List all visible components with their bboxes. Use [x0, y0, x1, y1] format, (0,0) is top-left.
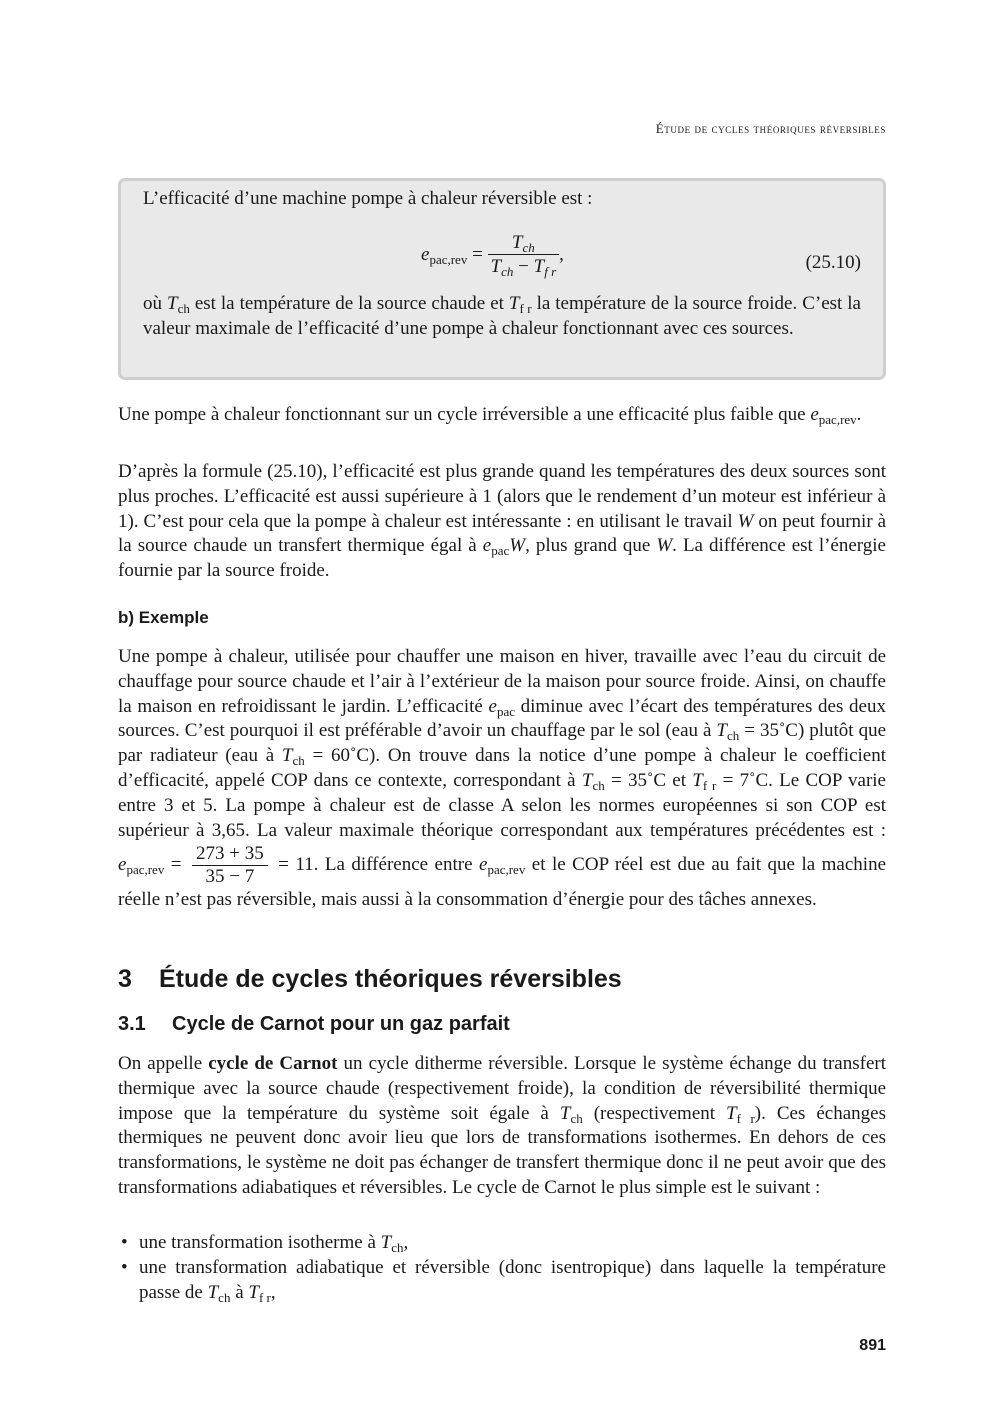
b2c: , — [270, 1281, 276, 1303]
subsection-heading — [118, 1013, 886, 1036]
para2-d: . La différence est l’énergie fournie par la source froide. — [118, 535, 886, 582]
para1-sub: pac,rev — [818, 412, 857, 427]
ex-T1: T — [716, 720, 727, 742]
paragraph-irreversible — [118, 403, 886, 428]
carnot-c: (respectivement — [582, 1102, 727, 1124]
para2-a: D’après la formule (25.10), l’efficacité est plus grande quand les températures des deux sources sont plus proches. L’efficacité est aussi supérieure à 1 (alors que le rendement d’un moteur est inférieur à 1). C’est pour cela que la pompe à chaleur est intéressante : en utilisant le travail — [118, 461, 886, 532]
cop-frac-den: 35 − 7 — [205, 866, 255, 888]
paragraph-formula-text — [118, 460, 886, 584]
cop-fraction — [192, 843, 268, 888]
ex-ch2: ch — [292, 753, 305, 769]
ex-T4: T — [692, 769, 703, 791]
eq-denominator — [488, 255, 560, 279]
ex-d: ). On trouve dans la notice d’une pompe à chaleur le coefficient d’efficacité, appelé COP dans ce contexte, correspondant à — [118, 745, 887, 791]
b2-T2: T — [248, 1281, 259, 1303]
ex-e3: e — [479, 854, 488, 876]
para2-b: on peut fournir à la source chaude un transfert thermique égal à — [118, 510, 886, 557]
ex-pacrev2: pac,rev — [487, 862, 526, 878]
b1b: , — [403, 1232, 409, 1253]
page-number: 891 — [859, 1337, 886, 1354]
bullet-list-items — [118, 1231, 886, 1305]
box-intro: L’efficacité d’une machine pompe à chaleur réversible est : — [143, 188, 593, 209]
where-2: est la température de la source chaude et — [189, 292, 509, 314]
ex-a: Une pompe à chaleur, utilisée pour chauffer une maison en hiver, travaille avec l’eau du circuit de chauffage pour source chaude et l’air à l’extérieur de la maison pour source froide. Ainsi, on chauffe la maison en refroidissant le jardin. L’efficacité — [118, 646, 886, 717]
list-item — [118, 1256, 886, 1306]
eq-num-symbol: T — [511, 231, 523, 253]
list-item — [118, 1231, 886, 1256]
eq-minus: − — [518, 255, 529, 277]
ex-e2: e — [118, 854, 127, 876]
eq-comma: , — [559, 243, 564, 265]
where-ch: ch — [177, 300, 190, 316]
ex-pacrev1: pac,rev — [126, 862, 165, 878]
eq-den-a-symbol: T — [490, 255, 502, 277]
para1-sym: e — [810, 404, 819, 425]
ex-esub: pac — [496, 703, 515, 719]
cop-frac-num: 273 + 35 — [192, 843, 268, 866]
ex-T2: T — [281, 745, 293, 767]
running-title: Étude de cycles théoriques réversibles — [655, 121, 886, 136]
b2-fr: f r — [258, 1289, 271, 1305]
carnot-bold-term: cycle de Carnot — [208, 1053, 338, 1074]
carnot-ch: ch — [570, 1110, 583, 1126]
ex-ch1: ch — [727, 728, 740, 744]
eq-den-b-symbol: T — [533, 255, 545, 277]
para2-esub: pac — [491, 543, 510, 559]
definition-box — [118, 178, 886, 380]
ex-b: diminue avec l’écart des températures des deux sources. C’est pourquoi il est préférable d’avoir un chauffage par le sol (eau à — [118, 695, 886, 742]
para2-c: , plus grand que — [525, 535, 657, 557]
ex-eqsign: = — [164, 854, 188, 876]
b2-T1: T — [207, 1281, 219, 1303]
ex-T3: T — [581, 769, 593, 791]
ex-t7: = 7˚C — [716, 769, 769, 791]
equation-number: (25.10) — [805, 251, 861, 273]
ex-c: ) plutôt que par radiateur (eau à — [118, 720, 886, 767]
eq-fraction — [488, 232, 560, 279]
eq-den-a-sub: ch — [501, 263, 514, 279]
b2-ch: ch — [218, 1289, 231, 1305]
eq-numerator — [488, 232, 560, 255]
para1-end: . — [856, 404, 862, 425]
equation-25-10 — [143, 212, 861, 292]
where-fr: f r — [519, 300, 532, 316]
ex-et: et — [666, 769, 693, 791]
ex-h: et le COP réel est due au fait que la machine réelle n’est pas réversible, mais aussi à la consommation d’énergie pour des tâches annexes. — [118, 854, 887, 911]
b1-T: T — [380, 1232, 392, 1253]
para1-text: Une pompe à chaleur fonctionnant sur un cycle irréversible a une efficacité plus faible que — [118, 404, 811, 425]
paragraph-formula — [118, 460, 886, 584]
subsection-number: 3.1 — [118, 1013, 146, 1035]
carnot-b: un cycle ditherme réversible. Lorsque le système échange du transfert thermique avec la source chaude (respectivement froide), la condition de réversibilité thermique impose que la température du système soit égale à — [118, 1053, 887, 1124]
subheading-exemple: b) Exemple — [118, 608, 209, 627]
eq-equals: = — [472, 243, 483, 265]
paragraph-carnot-text — [118, 1052, 886, 1201]
paragraph-example-text — [118, 645, 886, 913]
b2a: une transformation adiabatique et réversible (donc isentropique) dans laquelle la température passe de — [139, 1256, 886, 1303]
ex-ch3: ch — [592, 777, 605, 793]
bullet-icon: • — [121, 1256, 128, 1278]
paragraph-example — [118, 645, 886, 913]
eq-lhs-symbol: e — [421, 243, 430, 265]
carnot-T1: T — [559, 1102, 571, 1124]
paragraph-irreversible-text — [118, 403, 886, 428]
carnot-fr: f r — [736, 1110, 755, 1126]
b2b: à — [230, 1281, 249, 1303]
ex-t35b: = 35˚C — [604, 769, 667, 791]
where-1: où — [143, 292, 167, 314]
equation-body — [421, 232, 564, 279]
section-number: 3 — [118, 965, 132, 993]
b1a: une transformation isotherme à — [139, 1232, 381, 1253]
section-title: Étude de cycles théoriques réversibles — [159, 965, 622, 993]
ex-e: e — [488, 695, 497, 717]
where-3: la température de la source froide. C’est la valeur maximale de l’efficacité d’une pompe à chaleur fonctionnant avec ces sources. — [143, 292, 861, 339]
bullet-icon: • — [121, 1232, 128, 1253]
carnot-d: ). Ces échanges thermiques ne peuvent donc avoir lieu que lors de transformations isothermes. En dehors de ces transformations, le système ne doit pas échanger de transfert thermique donc il ne peut avoir que des transformations adiabatiques et réversibles. Le cycle de Carnot le plus simple est le suivant : — [118, 1102, 886, 1198]
ex-f: . Le COP varie entre 3 et 5. La pompe à chaleur est de classe A selon les normes européennes si son COP est supérieur à 3,65. La valeur maximale théorique correspondant aux températures précédentes est : — [118, 769, 886, 841]
where-T1: T — [166, 292, 178, 314]
carnot-a: On appelle — [118, 1053, 209, 1074]
eq-num-sub: ch — [522, 239, 535, 255]
b1-ch: ch — [391, 1240, 404, 1255]
section-heading — [118, 965, 886, 994]
ex-t35: = 35˚C — [739, 720, 798, 742]
eq-lhs-sub: pac,rev — [429, 251, 468, 267]
carnot-T2: T — [726, 1102, 737, 1124]
bullet-list — [118, 1231, 886, 1305]
para2-W1: W — [737, 510, 754, 532]
eq-den-b-sub: f r — [544, 263, 557, 279]
ex-t60: = 60˚C — [304, 745, 370, 767]
para2-W2: W — [509, 535, 526, 557]
running-header — [656, 121, 886, 137]
para2-e: e — [482, 535, 492, 557]
where-T2: T — [508, 292, 520, 314]
subsection-title: Cycle de Carnot pour un gaz parfait — [172, 1013, 510, 1035]
ex-fr: f r — [702, 777, 717, 793]
para2-W3: W — [656, 535, 673, 557]
ex-g: = 11. La différence entre — [271, 854, 479, 876]
paragraph-carnot — [118, 1052, 886, 1201]
box-where — [143, 292, 861, 342]
